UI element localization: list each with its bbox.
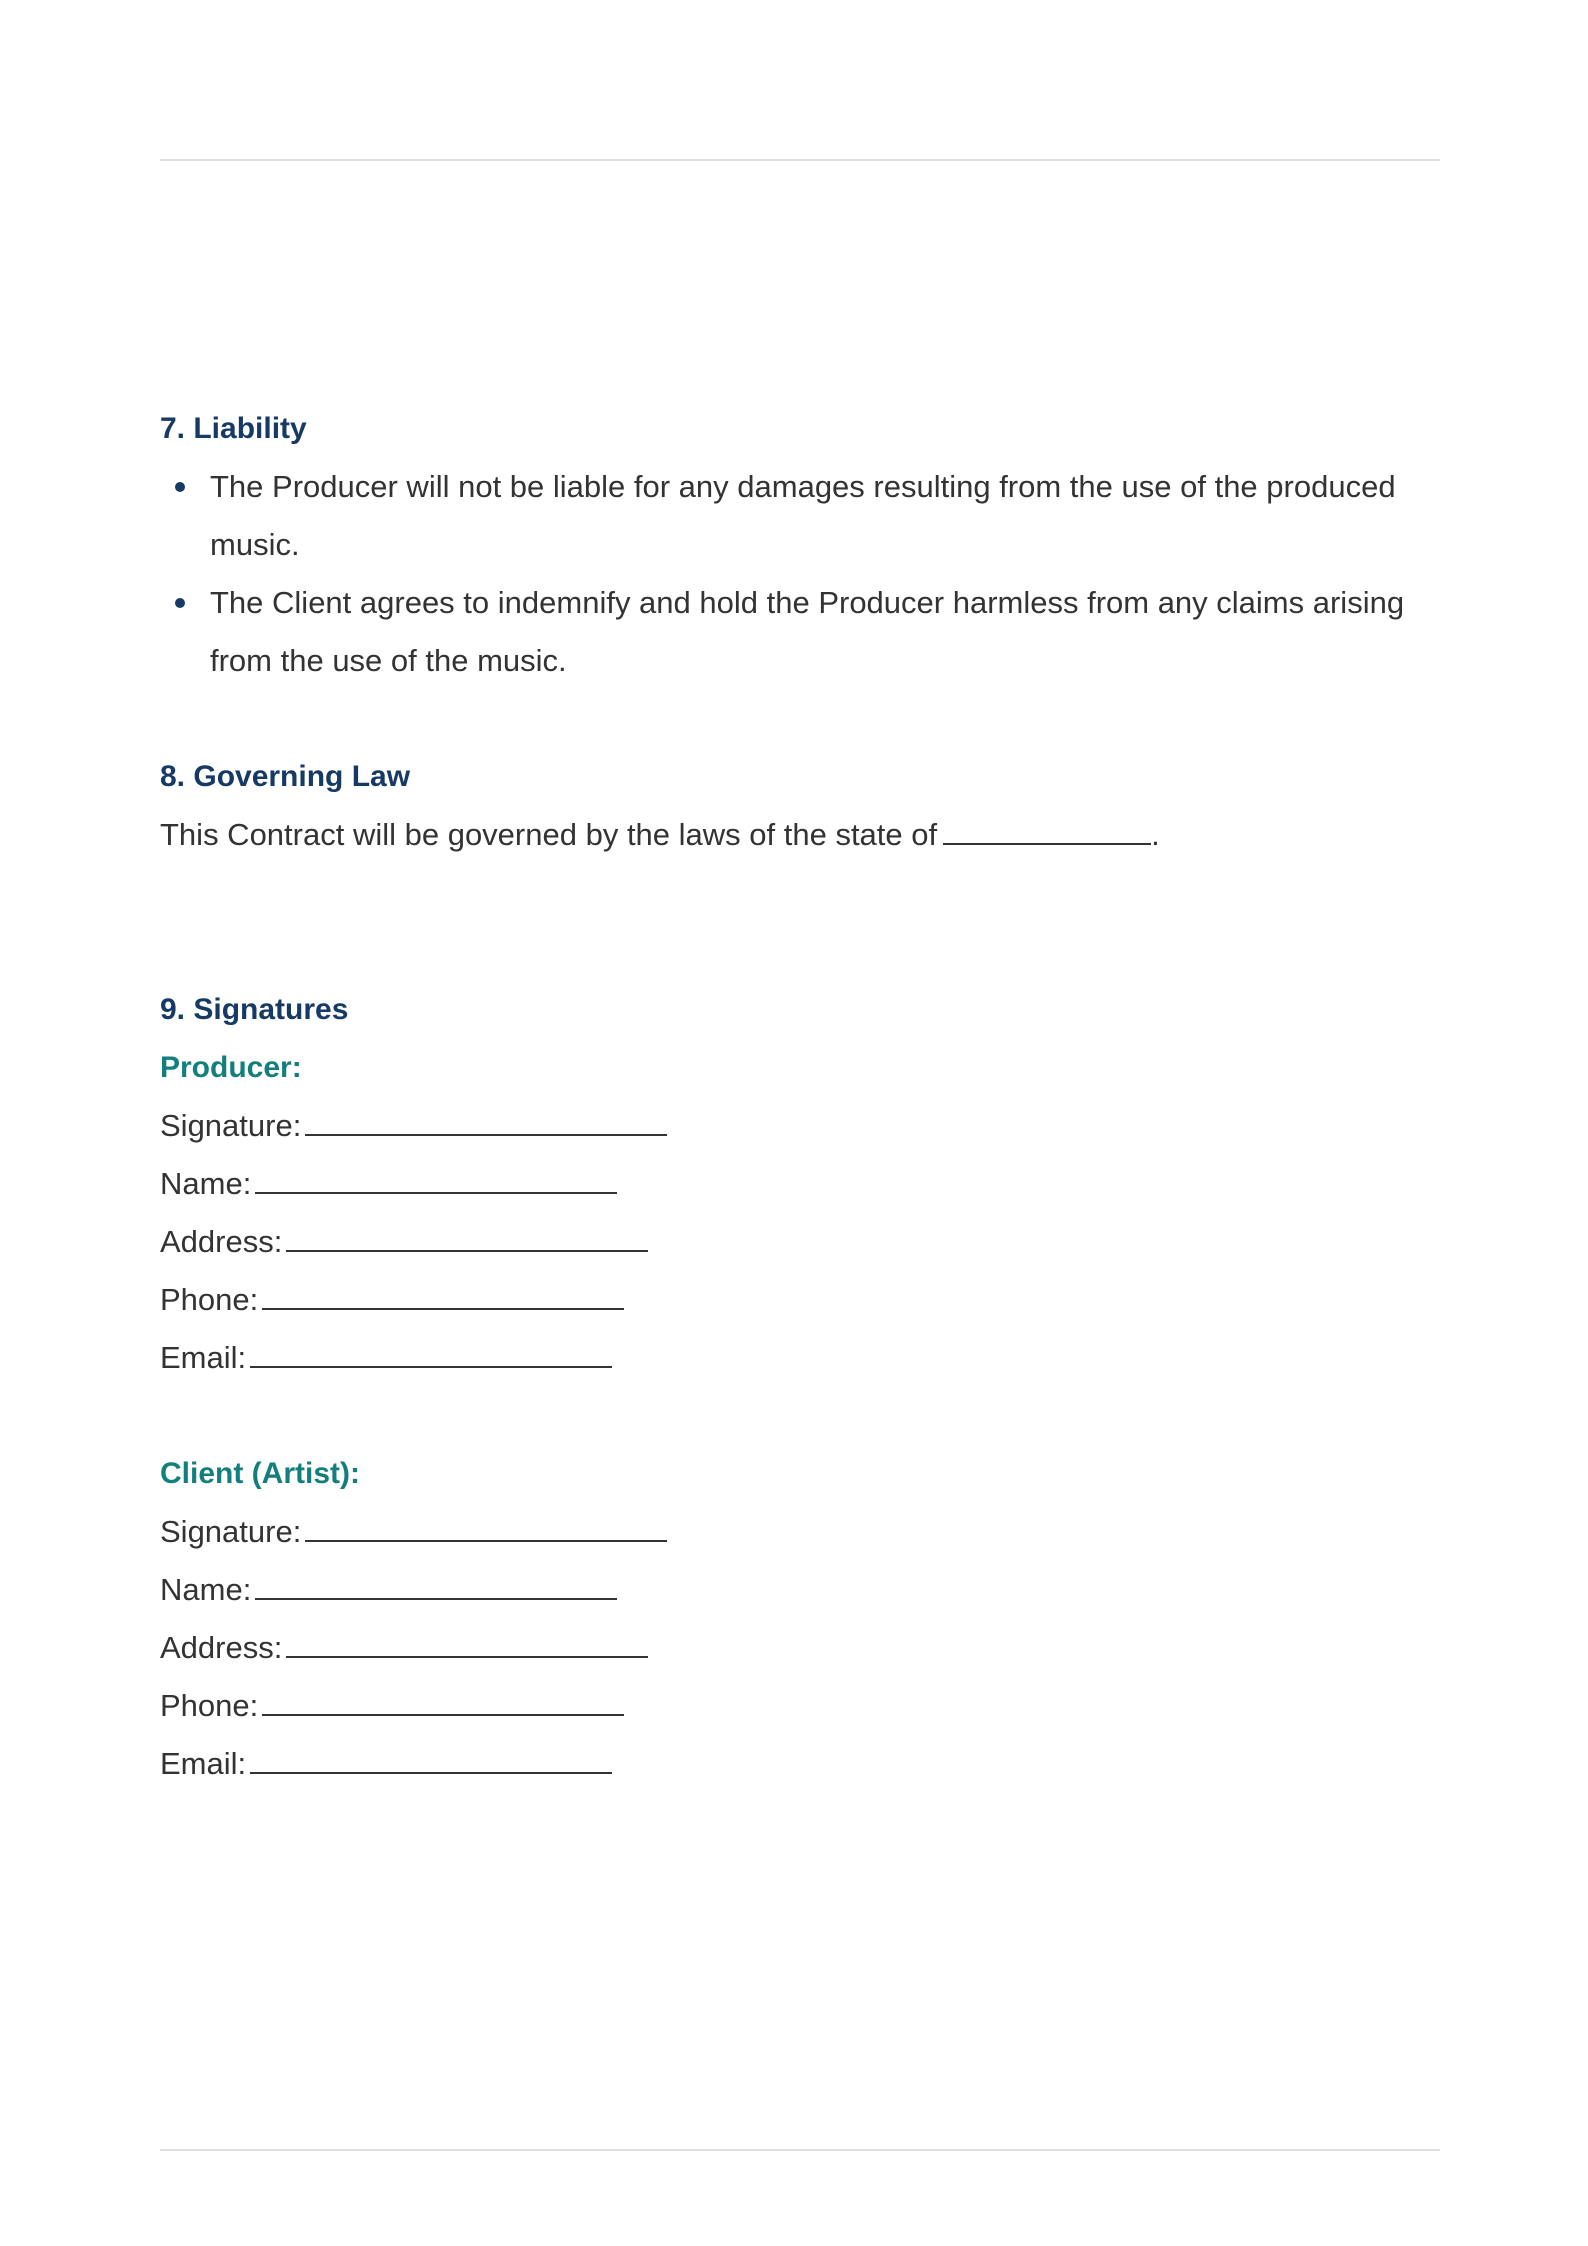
email-line[interactable]: [250, 1742, 612, 1774]
signature-line[interactable]: [305, 1104, 667, 1136]
phone-line[interactable]: [262, 1278, 624, 1310]
client-signature-field: [160, 1503, 1440, 1561]
spacer: [160, 1387, 1440, 1445]
client-signature-block: [160, 1445, 1440, 1793]
liability-section: [160, 400, 1440, 690]
governing-law-statement: This Contract will be governed by the laws of the state of: [160, 817, 938, 852]
address-line[interactable]: [286, 1626, 648, 1658]
client-label: Client (Artist):: [160, 1457, 360, 1490]
header-divider: [160, 159, 1440, 161]
field-label: Phone:: [160, 1282, 259, 1317]
client-address-field: [160, 1619, 1440, 1677]
client-phone-field: [160, 1677, 1440, 1735]
governing-law-section: [160, 748, 1440, 864]
name-line[interactable]: [255, 1568, 617, 1600]
field-label: Email:: [160, 1746, 247, 1781]
field-label: Email:: [160, 1340, 247, 1375]
document-body: [160, 400, 1440, 1793]
list-item-text: The Producer will not be liable for any damages resulting from the use of the produced music.: [210, 469, 1396, 562]
field-label: Phone:: [160, 1688, 259, 1723]
field-label: Name:: [160, 1572, 252, 1607]
producer-name-field: [160, 1155, 1440, 1213]
governing-law-period: .: [1151, 817, 1160, 852]
liability-list: [160, 458, 1440, 690]
field-label: Signature:: [160, 1514, 302, 1549]
producer-signature-field: [160, 1097, 1440, 1155]
bullet-icon: [175, 482, 185, 492]
field-label: Address:: [160, 1224, 283, 1259]
field-label: Name:: [160, 1166, 252, 1201]
client-email-field: [160, 1735, 1440, 1793]
field-label: Signature:: [160, 1108, 302, 1143]
state-blank-field[interactable]: [943, 813, 1151, 845]
governing-law-text: [160, 806, 1440, 864]
producer-label: Producer:: [160, 1051, 302, 1084]
signature-line[interactable]: [305, 1510, 667, 1542]
producer-signature-block: [160, 1039, 1440, 1387]
field-label: Address:: [160, 1630, 283, 1665]
signatures-heading: 9. Signatures: [160, 993, 349, 1026]
list-item: [160, 574, 1440, 690]
email-line[interactable]: [250, 1336, 612, 1368]
address-line[interactable]: [286, 1220, 648, 1252]
bullet-icon: [175, 598, 185, 608]
producer-phone-field: [160, 1271, 1440, 1329]
signatures-section: [160, 981, 1440, 1793]
producer-email-field: [160, 1329, 1440, 1387]
name-line[interactable]: [255, 1162, 617, 1194]
client-name-field: [160, 1561, 1440, 1619]
list-item-text: The Client agrees to indemnify and hold the Producer harmless from any claims arising from the use of the music.: [210, 585, 1405, 678]
spacer: [160, 864, 1440, 981]
governing-law-heading: 8. Governing Law: [160, 760, 411, 793]
list-item: [160, 458, 1440, 574]
footer-divider: [160, 2149, 1440, 2151]
liability-heading: 7. Liability: [160, 412, 307, 445]
phone-line[interactable]: [262, 1684, 624, 1716]
producer-address-field: [160, 1213, 1440, 1271]
spacer: [160, 690, 1440, 748]
